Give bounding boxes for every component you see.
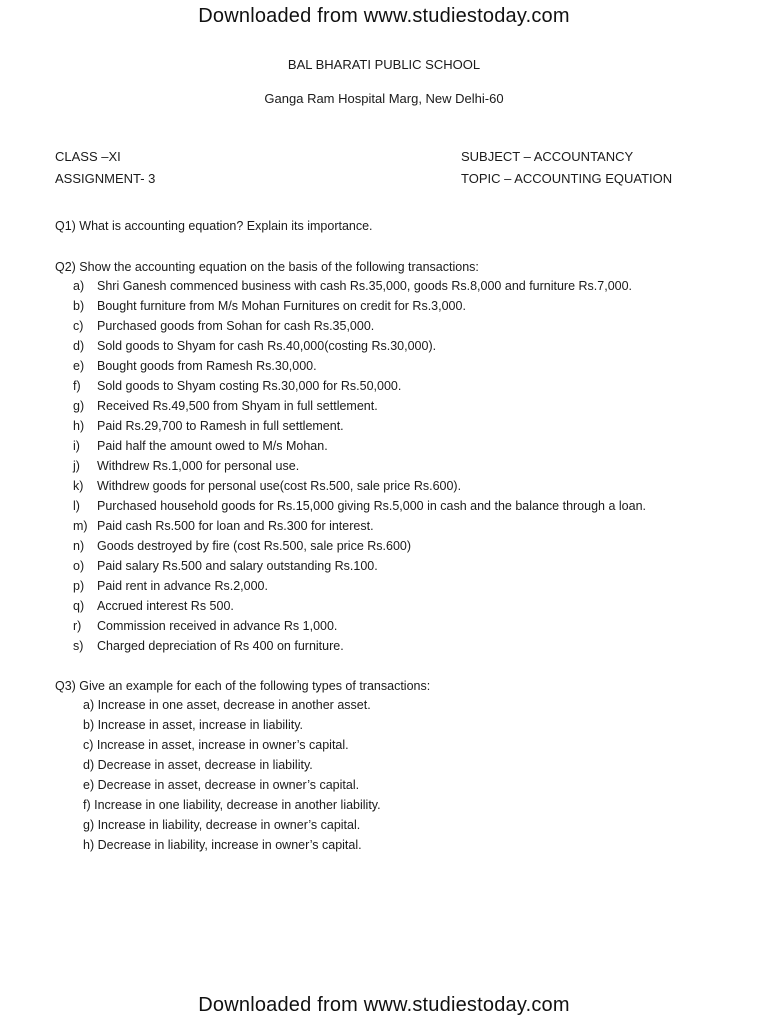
download-banner-top: Downloaded from www.studiestoday.com bbox=[198, 5, 570, 27]
transaction-item bbox=[73, 596, 646, 616]
transaction-marker: e) bbox=[73, 359, 85, 373]
transaction-marker: c) bbox=[73, 319, 84, 333]
transaction-marker: h) bbox=[73, 419, 85, 433]
example-item: c) Increase in asset, increase in owner’s capital. bbox=[83, 738, 349, 752]
transaction-text: Sold goods to Shyam costing Rs.30,000 for Rs.50,000. bbox=[97, 379, 402, 393]
transaction-marker: p) bbox=[73, 579, 85, 593]
example-item: d) Decrease in asset, decrease in liability. bbox=[83, 758, 313, 772]
transaction-item bbox=[73, 536, 646, 556]
transaction-item bbox=[73, 436, 646, 456]
transaction-text: Goods destroyed by fire (cost Rs.500, sale price Rs.600) bbox=[97, 539, 412, 553]
transaction-item bbox=[73, 396, 646, 416]
transaction-marker: o) bbox=[73, 559, 85, 573]
question-2: Q2) Show the accounting equation on the basis of the following transactions: bbox=[55, 260, 479, 274]
transaction-marker: j) bbox=[73, 459, 80, 473]
transaction-text: Withdrew Rs.1,000 for personal use. bbox=[97, 459, 300, 473]
transaction-item bbox=[73, 496, 646, 516]
transaction-item bbox=[73, 416, 646, 436]
transaction-text: Sold goods to Shyam for cash Rs.40,000(costing Rs.30,000). bbox=[97, 339, 437, 353]
transaction-marker: g) bbox=[73, 399, 85, 413]
transaction-item bbox=[73, 356, 646, 376]
transaction-item bbox=[73, 556, 646, 576]
example-item: a) Increase in one asset, decrease in another asset. bbox=[83, 698, 371, 712]
transaction-text: Purchased goods from Sohan for cash Rs.35,000. bbox=[97, 319, 375, 333]
transaction-text: Charged depreciation of Rs 400 on furniture. bbox=[97, 639, 344, 653]
transaction-marker: l) bbox=[73, 499, 80, 513]
transaction-marker: r) bbox=[73, 619, 82, 633]
example-item: g) Increase in liability, decrease in owner’s capital. bbox=[83, 818, 361, 832]
subject-label: SUBJECT – ACCOUNTANCY bbox=[461, 149, 634, 164]
transaction-item bbox=[73, 456, 646, 476]
question-1: Q1) What is accounting equation? Explain its importance. bbox=[55, 219, 373, 233]
transaction-marker: m) bbox=[73, 519, 88, 533]
transaction-text: Commission received in advance Rs 1,000. bbox=[97, 619, 338, 633]
question-2-transaction-list bbox=[73, 276, 646, 656]
transaction-text: Purchased household goods for Rs.15,000 giving Rs.5,000 in cash and the balance through a loan. bbox=[97, 499, 646, 513]
transaction-text: Accrued interest Rs 500. bbox=[97, 599, 234, 613]
transaction-marker: q) bbox=[73, 599, 85, 613]
transaction-marker: a) bbox=[73, 279, 85, 293]
example-item: f) Increase in one liability, decrease in another liability. bbox=[83, 798, 381, 812]
transaction-text: Paid salary Rs.500 and salary outstanding Rs.100. bbox=[97, 559, 378, 573]
transaction-item bbox=[73, 516, 646, 536]
transaction-text: Paid rent in advance Rs.2,000. bbox=[97, 579, 268, 593]
transaction-item bbox=[73, 476, 646, 496]
transaction-marker: n) bbox=[73, 539, 85, 553]
download-banner-bottom: Downloaded from www.studiestoday.com bbox=[198, 994, 570, 1016]
transaction-text: Bought furniture from M/s Mohan Furnitures on credit for Rs.3,000. bbox=[97, 299, 466, 313]
topic-label: TOPIC – ACCOUNTING EQUATION bbox=[461, 171, 673, 186]
question-3: Q3) Give an example for each of the following types of transactions: bbox=[55, 679, 431, 693]
assignment-label: ASSIGNMENT- 3 bbox=[55, 171, 156, 186]
transaction-item bbox=[73, 296, 646, 316]
transaction-marker: f) bbox=[73, 379, 81, 393]
transaction-marker: b) bbox=[73, 299, 85, 313]
transaction-marker: s) bbox=[73, 639, 84, 653]
question-3-example-list bbox=[83, 695, 381, 855]
transaction-item bbox=[73, 336, 646, 356]
example-item: e) Decrease in asset, decrease in owner’s capital. bbox=[83, 778, 360, 792]
transaction-item bbox=[73, 636, 646, 656]
example-item: b) Increase in asset, increase in liability. bbox=[83, 718, 304, 732]
class-label: CLASS –XI bbox=[55, 149, 121, 164]
transaction-item bbox=[73, 276, 646, 296]
transaction-item bbox=[73, 316, 646, 336]
transaction-marker: d) bbox=[73, 339, 85, 353]
school-address: Ganga Ram Hospital Marg, New Delhi-60 bbox=[264, 91, 504, 106]
transaction-text: Bought goods from Ramesh Rs.30,000. bbox=[97, 359, 317, 373]
transaction-item bbox=[73, 376, 646, 396]
transaction-item bbox=[73, 616, 646, 636]
transaction-item bbox=[73, 576, 646, 596]
transaction-text: Paid cash Rs.500 for loan and Rs.300 for interest. bbox=[97, 519, 374, 533]
transaction-text: Paid half the amount owed to M/s Mohan. bbox=[97, 439, 328, 453]
transaction-text: Withdrew goods for personal use(cost Rs.500, sale price Rs.600). bbox=[97, 479, 462, 493]
transaction-text: Shri Ganesh commenced business with cash Rs.35,000, goods Rs.8,000 and furniture Rs.7,000. bbox=[97, 279, 633, 293]
transaction-text: Paid Rs.29,700 to Ramesh in full settlement. bbox=[97, 419, 344, 433]
school-name: BAL BHARATI PUBLIC SCHOOL bbox=[287, 57, 481, 72]
example-item: h) Decrease in liability, increase in owner’s capital. bbox=[83, 838, 362, 852]
transaction-marker: k) bbox=[73, 479, 84, 493]
transaction-text: Received Rs.49,500 from Shyam in full settlement. bbox=[97, 399, 378, 413]
transaction-marker: i) bbox=[73, 439, 80, 453]
